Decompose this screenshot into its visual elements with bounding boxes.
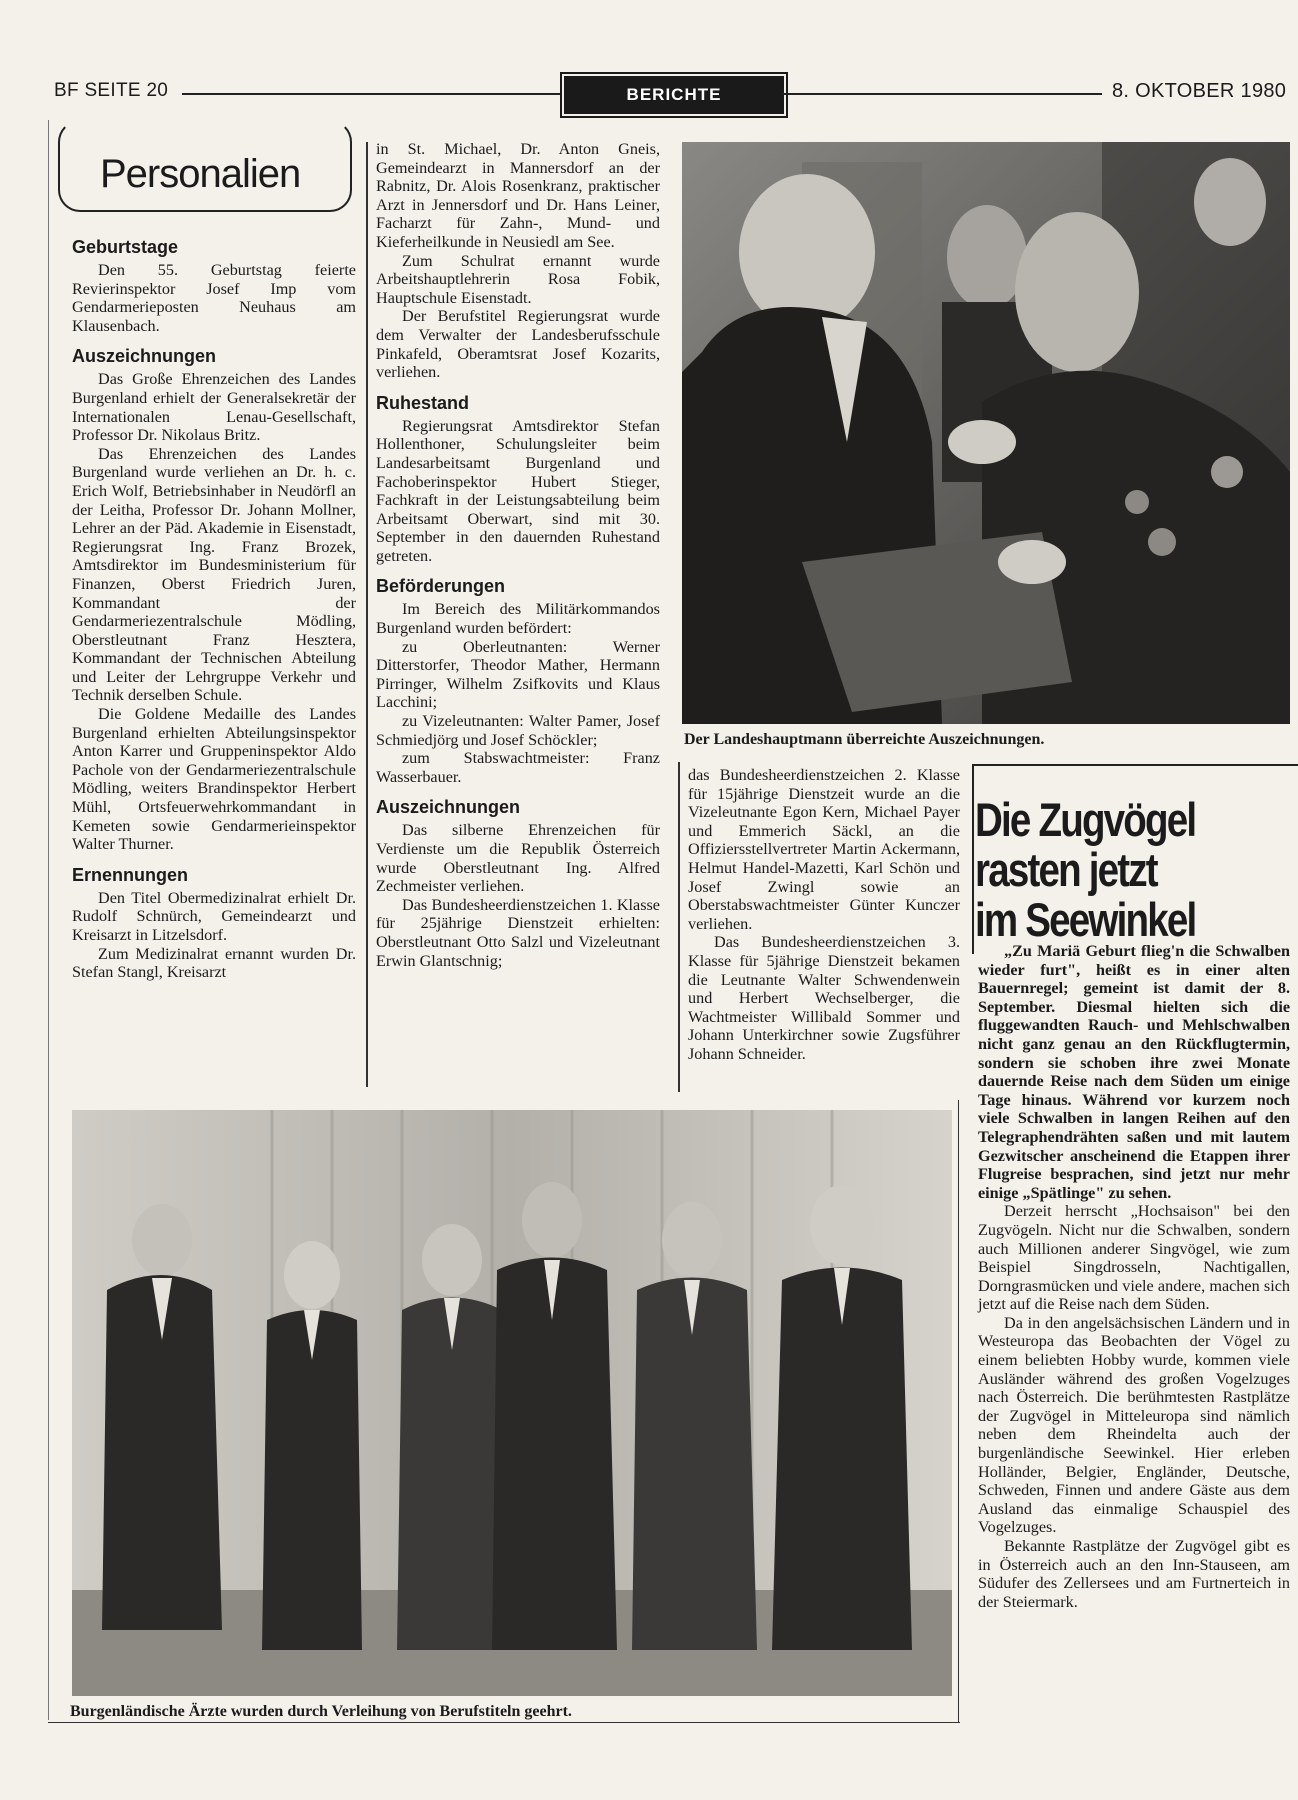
- paragraph: zu Oberleutnanten: Werner Ditterstorfer, Theodor Mather, Hermann Pirringer, Wilhelm Zsifkovits und Klaus Lacchini;: [376, 637, 660, 712]
- paragraph: zum Stabswachtmeister: Franz Wasserbauer.: [376, 749, 660, 786]
- paragraph: Den Titel Obermedizinalrat erhielt Dr. Rudolf Schnürch, Gemeindearzt und Kreisarzt in Litzelsdorf.: [72, 888, 356, 944]
- photo-frame-right: [958, 1100, 959, 1722]
- paragraph: das Bundesheerdienstzeichen 2. Klasse für 15jährige Dienstzeit wurde an die Vizeleutnante Egon Kern, Michael Payer und Emmerich Säckl, an die Offiziersstellvertreter Martin Ackermann, Helmut Handel-Mazetti, Karl Schön und Josef Zwingl sowie an Oberstabswachtmeister Günter Kunczer verliehen.: [688, 766, 960, 933]
- page-left-rule: [48, 120, 49, 1720]
- photo-doctors-group: [72, 1110, 952, 1696]
- paragraph: Zum Medizinalrat ernannt wurden Dr. Stefan Stangl, Kreisarzt: [72, 944, 356, 982]
- column-three: [688, 766, 960, 1064]
- paragraph: Das Große Ehrenzeichen des Landes Burgenland erhielt der Generalsekretär der Internationalen Lenau-Gesellschaft, Professor Dr. Nikolaus Britz.: [72, 370, 356, 445]
- paragraph: Der Berufstitel Regierungsrat wurde dem Verwalter der Landesberufsschule Pinkafeld, Oberamtsrat Josef Kozarits, verliehen.: [376, 307, 660, 382]
- paragraph: Zum Schulrat ernannt wurde Arbeitshauptlehrerin Rosa Fobik, Hauptschule Eisenstadt.: [376, 251, 660, 307]
- zugvoegel-frame-top: [972, 764, 1298, 766]
- paragraph: Derzeit herrscht „Hochsaison" bei den Zugvögeln. Nicht nur die Schwalben, sondern auch Millionen anderer Singvögel, wie zum Beispiel Singdrosseln, Nachtigallen, Dorngrasmücken und viele andere, machen sich jetzt auf die Reise nach dem Süden.: [978, 1202, 1290, 1314]
- photo-award-ceremony: [682, 142, 1290, 724]
- header-rule-right: [782, 93, 1102, 95]
- header-rule-left: [182, 93, 562, 95]
- paragraph: Da in den angelsächsischen Ländern und in Westeuropa das Beobachten der Vögel zu einem beliebten Hobby wurde, kommen viele Ausländer während des großen Vogelzuges nach Österreich. Die berühmtesten Rastplätze der Zugvögel in Mitteleuropa sind nämlich neben dem Rheindelta auch der burgenländische Seewinkel. Hier erleben Holländer, Belgier, Engländer, Deutsche, Schweden, Finnen und andere Gäste aus dem Ausland das einmalige Schauspiel des Vogelzuges.: [978, 1313, 1290, 1537]
- heading-befoerderungen: Beförderungen: [376, 576, 506, 597]
- personalien-title: Personalien: [100, 152, 301, 196]
- headline-line: im Seewinkel: [975, 893, 1196, 946]
- paragraph: in St. Michael, Dr. Anton Gneis, Gemeindearzt in Mannersdorf an der Rabnitz, Dr. Alois Rosenkranz, praktischer Arzt in Jennersdorf und Dr. Hans Leiner, Facharzt für Zahn-, Mund- und Kieferheilkunde in Neusiedl am See.: [376, 140, 660, 251]
- zugvoegel-headline: [975, 795, 1237, 945]
- zugvoegel-frame-left: [972, 764, 974, 954]
- heading-ruhestand: Ruhestand: [376, 392, 470, 413]
- section-badge: BERICHTE: [564, 76, 784, 114]
- column-rule-1: [366, 142, 368, 1087]
- column-personalien: [72, 236, 356, 982]
- paragraph: Das Bundesheerdienstzeichen 3. Klasse für 5jährige Dienstzeit bekamen die Leutnante Walter Schwendenwein und Herbert Wechselberger, die Wachtmeister Willibald Sommer und Johann Unterkirchner sowie Zugsführer Johann Schneider.: [688, 933, 960, 1063]
- paragraph: zu Vizeleutnanten: Walter Pamer, Josef Schmiedjörg und Josef Schöckler;: [376, 712, 660, 749]
- paragraph: Die Goldene Medaille des Landes Burgenland erhielten Abteilungsinspektor Anton Karrer und Gruppeninspektor Aldo Pachole von der Gendarmeriezentralschule Mödling, weiters Brandinspektor Herbert Mühl, Ortsfeuerwehrkommandant in Kemeten sowie Gendarmerieinspektor Walter Thurner.: [72, 705, 356, 854]
- heading-auszeichnungen-2: Auszeichnungen: [376, 797, 521, 818]
- headline-line: rasten jetzt: [975, 843, 1157, 896]
- column-two: [376, 140, 660, 970]
- headline-line: Die Zugvögel: [975, 793, 1196, 846]
- lead-paragraph: „Zu Mariä Geburt flieg'n die Schwalben wieder furt", heißt es in einer alten Bauernregel; gemeint ist damit der 8. September. Diesmal hielten sich die fluggewandten Rauch- und Mehlschwalben nicht ganz genau an den Rückflugtermin, sondern sie schoben ihre zwei Monate dauernde Reise nach dem Süden um einige Tage hinaus. Während vor kurzem noch viele Schwalben in langen Reihen auf den Telegraphendrähten saßen und mit lautem Gezwitscher anscheinend die Etappen ihrer Flugreise besprachen, sind jetzt nur mehr einige „Spätlinge" zu sehen.: [978, 942, 1290, 1202]
- paragraph: Im Bereich des Militärkommandos Burgenland wurden befördert:: [376, 600, 660, 638]
- caption-bottom-photo: Burgenländische Ärzte wurden durch Verleihung von Berufstiteln geehrt.: [70, 1703, 572, 1720]
- zugvoegel-body: [978, 942, 1290, 1611]
- issue-date: 8. OKTOBER 1980: [1112, 80, 1287, 102]
- paragraph: Regierungsrat Amtsdirektor Stefan Hollenthoner, Schulungsleiter beim Landesarbeitsamt Burgenland und Fachoberinspektor Hubert Stieger, Fachkraft in der Leistungsabteilung beim Arbeitsamt Oberwart, sind mit 30. September in den dauernden Ruhestand getreten.: [376, 416, 660, 565]
- paragraph: Bekannte Rastplätze der Zugvögel gibt es in Österreich auch an den Inn-Stauseen, am Südufer des Zellersees und am Furtnerteich in der Steiermark.: [978, 1537, 1290, 1611]
- paragraph: Den 55. Geburtstag feierte Revierinspektor Josef Imp vom Gendarmerieposten Neuhaus am Klausenbach.: [72, 261, 356, 335]
- heading-geburtstage: Geburtstage: [72, 237, 179, 257]
- page-number: BF SEITE 20: [54, 80, 169, 101]
- paragraph: Das Ehrenzeichen des Landes Burgenland wurde verliehen an Dr. h. c. Erich Wolf, Betriebsinhaber in Neudörfl an der Leitha, Professor Dr. Johann Mollner, Lehrer an der Päd. Akademie in Eisenstadt, Regierungsrat Ing. Franz Brozek, Amtsdirektor im Bundesministerium für Finanzen, Oberst Friedrich Juren, Kommandant der Gendarmeriezentralschule Mödling, Oberstleutnant Franz Hesztera, Kommandant der Technischen Abteilung und Leiter der Lehrgruppe Verkehr und Technik derselben Schule.: [72, 444, 356, 705]
- paragraph: Das silberne Ehrenzeichen für Verdienste um die Republik Österreich wurde Oberstleutnant Ing. Alfred Zechmeister verliehen.: [376, 821, 660, 896]
- paragraph: Das Bundesheerdienstzeichen 1. Klasse für 25jährige Dienstzeit erhielten: Oberstleutnant Otto Salzl und Vizeleutnant Erwin Glantschnig;: [376, 895, 660, 970]
- heading-ernennungen: Ernennungen: [72, 864, 188, 885]
- heading-auszeichnungen: Auszeichnungen: [72, 346, 217, 367]
- caption-top-photo: Der Landeshauptmann überreichte Auszeichnungen.: [684, 731, 1045, 748]
- photo-frame-bottom: [48, 1722, 960, 1723]
- column-rule-2: [678, 762, 680, 1092]
